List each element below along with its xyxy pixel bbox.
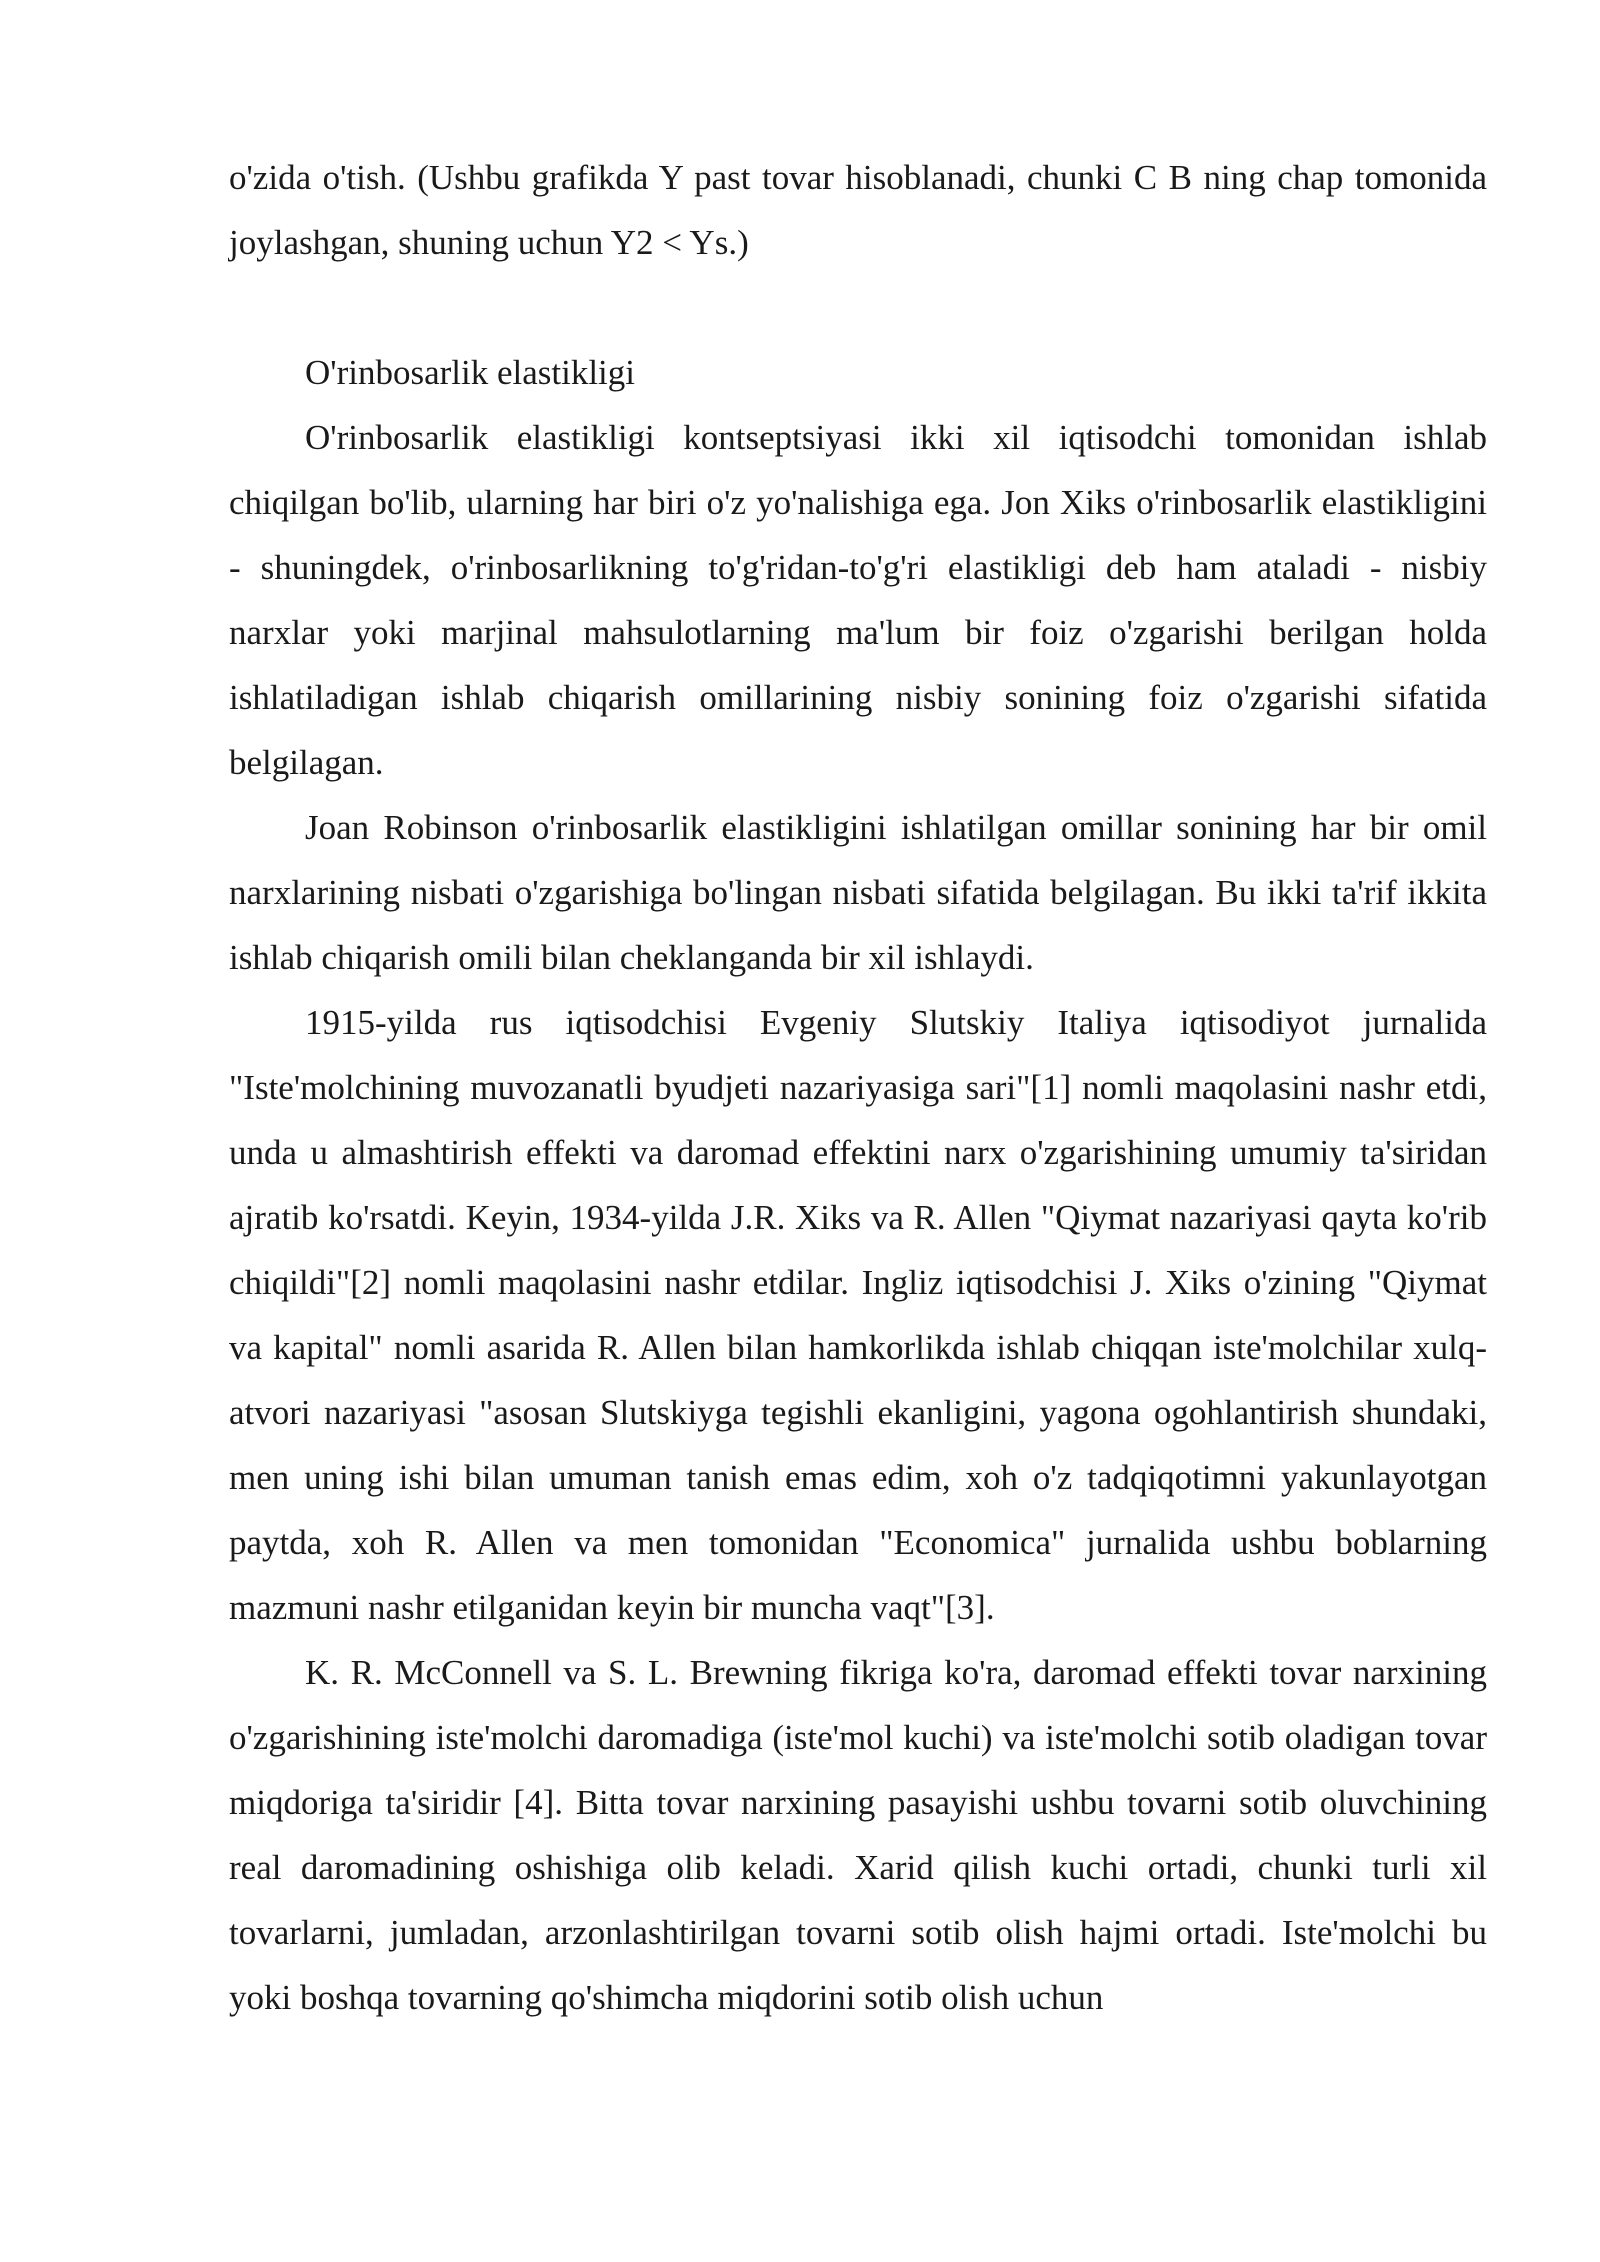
document-page (229, 145, 1487, 2030)
section-heading: O'rinbosarlik elastikligi (305, 353, 636, 392)
continuation-paragraph: o'zida o'tish. (Ushbu grafikda Y past tovar hisoblanadi, chunki C B ning chap tomonida joylashgan, shuning uchun Y2 < Ys.) (229, 158, 1487, 262)
paragraph-2: Joan Robinson o'rinbosarlik elastikligini ishlatilgan omillar sonining har bir omil narxlarining nisbati o'zgarishiga bo'lingan nisbati sifatida belgilagan. Bu ikki ta'rif ikkita ishlab chiqarish omili bilan cheklanganda bir xil ishlaydi. (229, 808, 1487, 977)
paragraph-4: K. R. McConnell va S. L. Brewning fikriga ko'ra, daromad effekti tovar narxining o'zgarishining iste'molchi daromadiga (iste'mol kuchi) va iste'molchi sotib oladigan tovar miqdoriga ta'siridir [4]. Bitta tovar narxining pasayishi ushbu tovarni sotib oluvchining real daromadining oshishiga olib keladi. Xarid qilish kuchi ortadi, chunki turli xil tovarlarni, jumladan, arzonlashtirilgan tovarni sotib olish hajmi ortadi. Iste'molchi bu yoki boshqa tovarning qo'shimcha miqdorini sotib olish uchun (229, 1653, 1487, 2017)
paragraph-3: 1915-yilda rus iqtisodchisi Evgeniy Slutskiy Italiya iqtisodiyot jurnalida "Iste'molchining muvozanatli byudjeti nazariyasiga sari"[1] nomli maqolasini nashr etdi, unda u almashtirish effekti va daromad effektini narx o'zgarishining umumiy ta'siridan ajratib ko'rsatdi. Keyin, 1934-yilda J.R. Xiks va R. Allen "Qiymat nazariyasi qayta ko'rib chiqildi"[2] nomli maqolasini nashr etdilar. Ingliz iqtisodchisi J. Xiks o'zining "Qiymat va kapital" nomli asarida R. Allen bilan hamkorlikda ishlab chiqqan iste'molchilar xulq-atvori nazariyasi "asosan Slutskiyga tegishli ekanligini, yagona ogohlantirish shundaki, men uning ishi bilan umuman tanish emas edim, xoh o'z tadqiqotimni yakunlayotgan paytda, xoh R. Allen va men tomonidan "Economica" jurnalida ushbu boblarning mazmuni nashr etilganidan keyin bir muncha vaqt"[3]. (229, 1003, 1487, 1627)
paragraph-1: O'rinbosarlik elastikligi kontseptsiyasi ikki xil iqtisodchi tomonidan ishlab chiqilgan bo'lib, ularning har biri o'z yo'nalishiga ega. Jon Xiks o'rinbosarlik elastikligini - shuningdek, o'rinbosarlikning to'g'ridan-to'g'ri elastikligi deb ham ataladi - nisbiy narxlar yoki marjinal mahsulotlarning ma'lum bir foiz o'zgarishi berilgan holda ishlatiladigan ishlab chiqarish omillarining nisbiy sonining foiz o'zgarishi sifatida belgilagan. (229, 418, 1487, 782)
